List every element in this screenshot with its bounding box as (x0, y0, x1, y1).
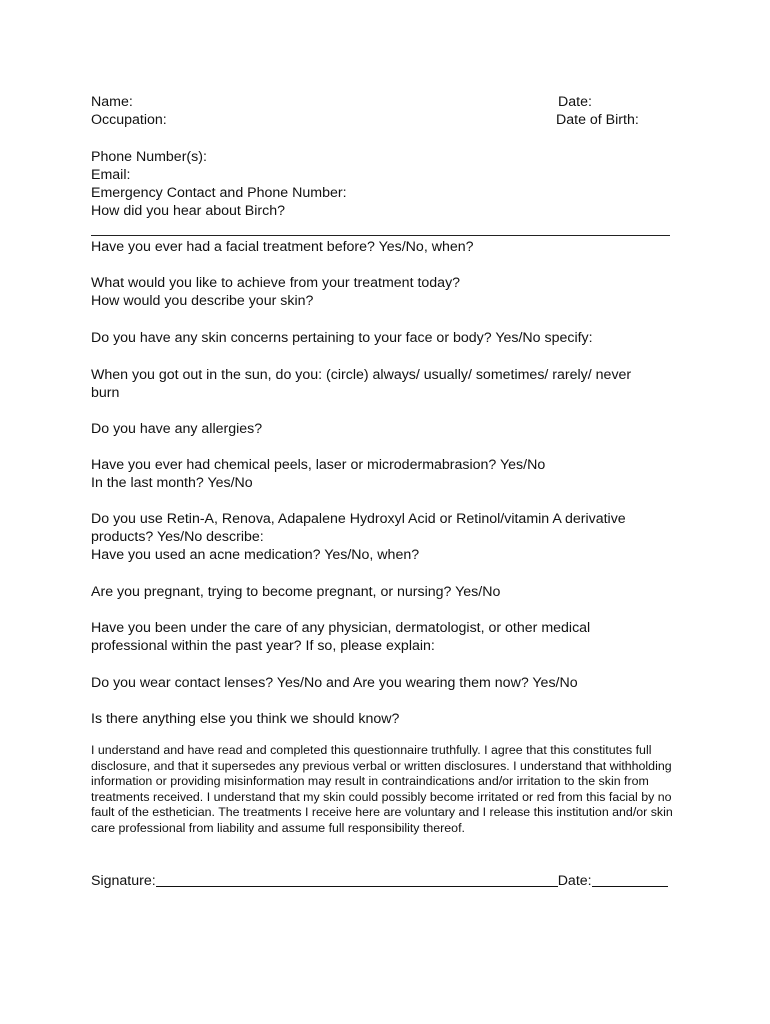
signature-date-line[interactable] (592, 872, 668, 887)
signature-row (91, 872, 668, 890)
question-skin-concerns: Do you have any skin concerns pertaining to your face or body? Yes/No specify: (91, 330, 593, 346)
question-contact-lenses: Do you wear contact lenses? Yes/No and Are you wearing them now? Yes/No (91, 675, 578, 691)
question-acne-medication: Have you used an acne medication? Yes/No, when? (91, 547, 420, 563)
question-last-month: In the last month? Yes/No (91, 475, 253, 491)
question-pregnant: Are you pregnant, trying to become pregnant, or nursing? Yes/No (91, 584, 501, 600)
question-allergies: Do you have any allergies? (91, 421, 263, 437)
emergency-contact-label: Emergency Contact and Phone Number: (91, 185, 347, 201)
question-describe-skin: How would you describe your skin? (91, 293, 314, 309)
question-achieve: What would you like to achieve from your treatment today? (91, 275, 461, 291)
question-anything-else: Is there anything else you think we should know? (91, 711, 400, 727)
question-physician-line-1: Have you been under the care of any physician, dermatologist, or other medical (91, 620, 591, 636)
question-retin-line-2: products? Yes/No describe: (91, 529, 264, 545)
question-facial-before: Have you ever had a facial treatment before? Yes/No, when? (91, 239, 474, 255)
name-label: Name: (91, 94, 133, 110)
question-peels: Have you ever had chemical peels, laser or microdermabrasion? Yes/No (91, 457, 546, 473)
question-retin-line-1: Do you use Retin-A, Renova, Adapalene Hydroxyl Acid or Retinol/vitamin A derivative (91, 511, 626, 527)
question-sun-line-2: burn (91, 385, 120, 401)
occupation-label: Occupation: (91, 112, 167, 128)
signature-date-label: Date: (557, 873, 592, 889)
consent-paragraph: I understand and have read and completed this questionnaire truthfully. I agree that this constitutes full disclosure, and that it supersedes any previous verbal or written disclosures. I understand that withholding information or providing misinformation may result in contraindications and/or irritation to the skin from treatments received. I understand that my skin could possibly become irritated or red from this facial by no fault of the esthetician. The treatments I receive here are voluntary and I release this institution and/or skin care professional from liability and assume full responsibility thereof. (91, 743, 673, 835)
email-label: Email: (91, 167, 131, 183)
phone-number-label: Phone Number(s): (91, 149, 207, 165)
question-sun-line-1: When you got out in the sun, do you: (circle) always/ usually/ sometimes/ rarely/ never (91, 367, 632, 383)
signature-label: Signature: (91, 873, 156, 889)
section-divider (91, 235, 670, 236)
date-of-birth-label: Date of Birth: (556, 112, 639, 128)
signature-line[interactable] (156, 872, 558, 887)
question-physician-line-2: professional within the past year? If so, please explain: (91, 638, 435, 654)
referral-source-label: How did you hear about Birch? (91, 203, 286, 219)
date-label: Date: (558, 94, 592, 110)
